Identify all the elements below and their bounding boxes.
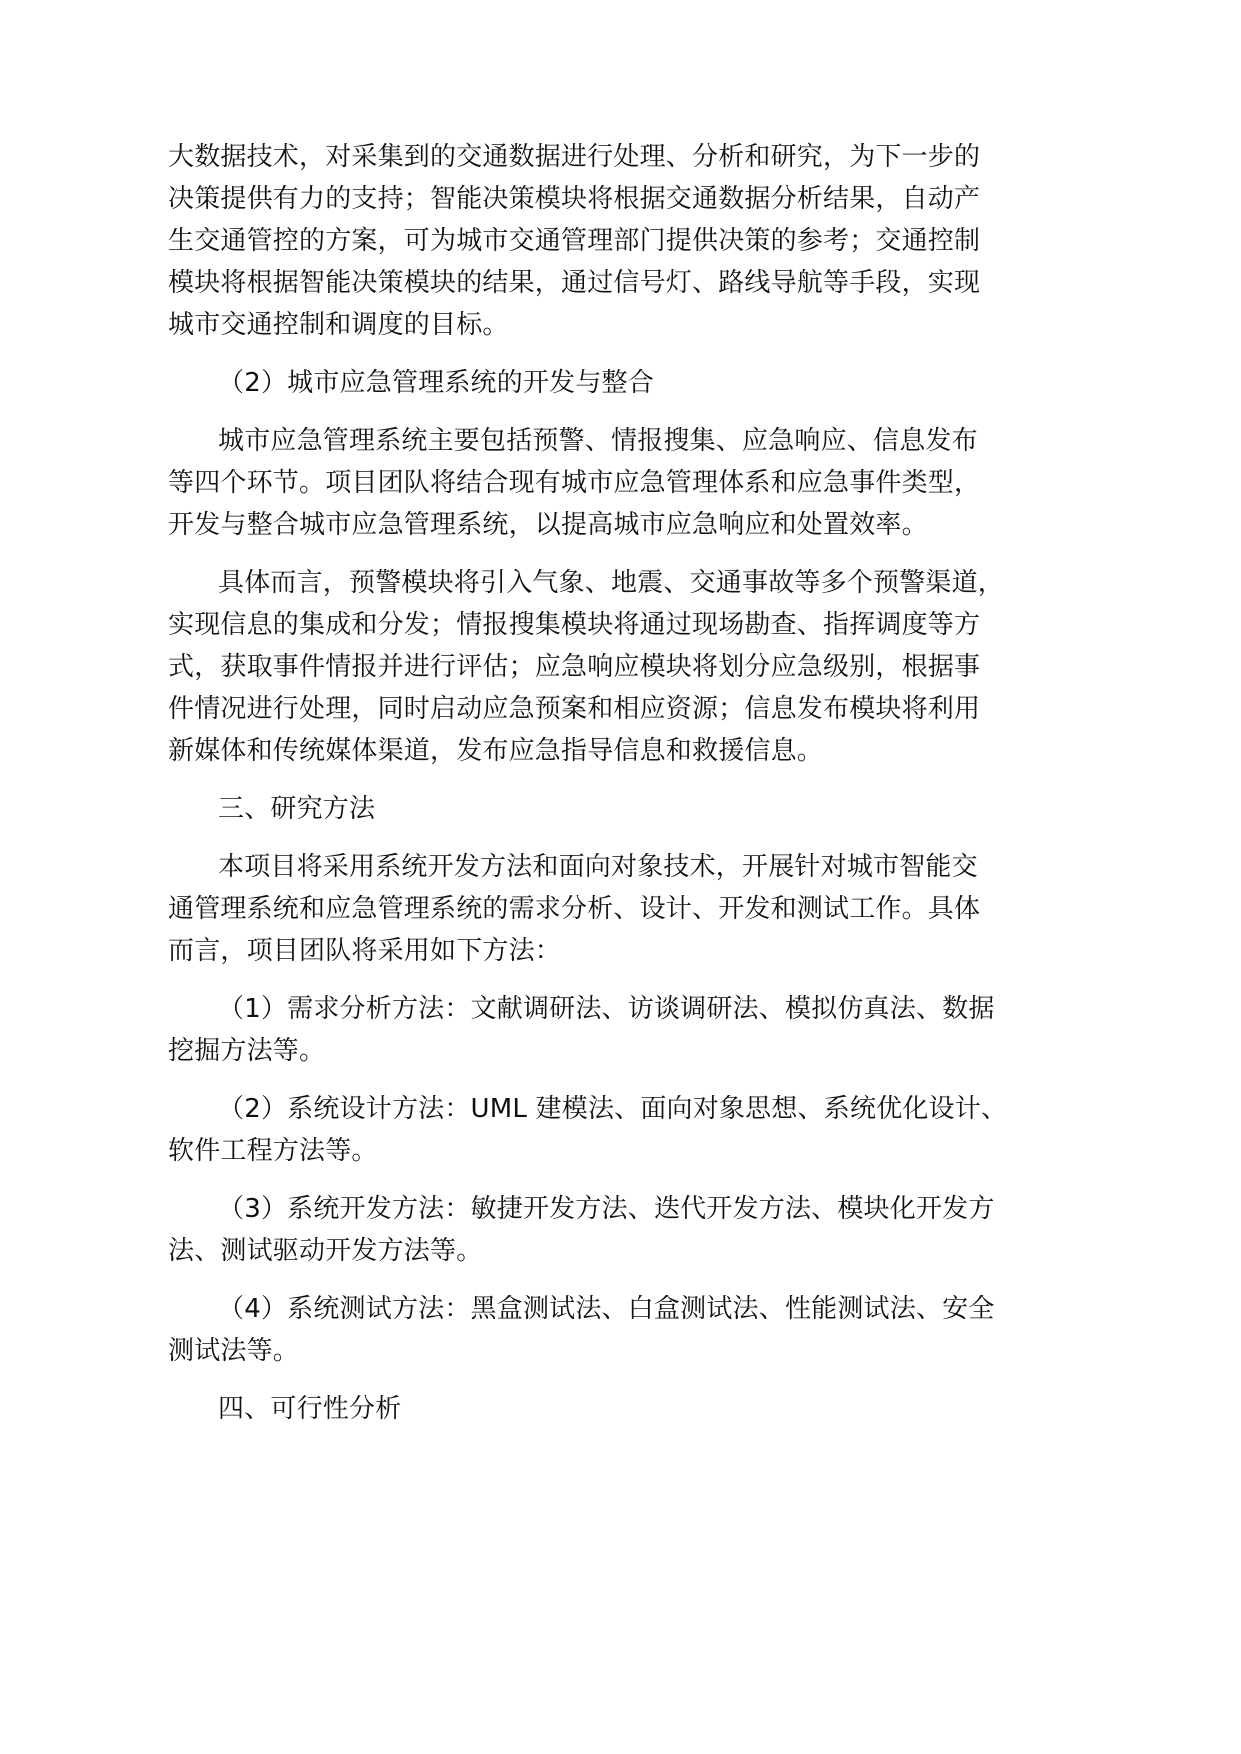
list-item-line: 法、测试驱动开发方法等。 [168,1236,483,1266]
body-text-line: 城市交通控制和调度的目标。 [168,310,509,340]
body-text-line: 具体而言，预警模块将引入气象、地震、交通事故等多个预警渠道， [218,568,1005,598]
list-item-line: 挖掘方法等。 [168,1036,326,1066]
list-item-line: （3）系统开发方法：敏捷开发方法、迭代开发方法、模块化开发方 [218,1194,995,1224]
body-text-line: 通管理系统和应急管理系统的需求分析、设计、开发和测试工作。具体 [168,894,981,924]
body-text-line: 件情况进行处理，同时启动应急预案和相应资源；信息发布模块将利用 [168,694,981,724]
body-text-line: 决策提供有力的支持；智能决策模块将根据交通数据分析结果，自动产 [168,184,981,214]
body-text-line: 开发与整合城市应急管理系统，以提高城市应急响应和处置效率。 [168,510,928,540]
body-text-line: 新媒体和传统媒体渠道，发布应急指导信息和救援信息。 [168,736,824,766]
body-text-line: 模块将根据智能决策模块的结果，通过信号灯、路线导航等手段，实现 [168,268,981,298]
body-text-line: 城市应急管理系统主要包括预警、情报搜集、应急响应、信息发布 [218,426,978,456]
body-text-line: 式，获取事件情报并进行评估；应急响应模块将划分应急级别，根据事 [168,652,981,682]
body-text-line: 生交通管控的方案，可为城市交通管理部门提供决策的参考；交通控制 [168,226,981,256]
body-text-line: 等四个环节。项目团队将结合现有城市应急管理体系和应急事件类型， [168,468,981,498]
list-item-line: （4）系统测试方法：黑盒测试法、白盒测试法、性能测试法、安全 [218,1294,995,1324]
section-subheading: （2）城市应急管理系统的开发与整合 [218,368,654,398]
section-heading: 三、研究方法 [218,794,376,824]
body-text-line: 实现信息的集成和分发；情报搜集模块将通过现场勘查、指挥调度等方 [168,610,981,640]
body-text-line: 而言，项目团队将采用如下方法： [168,936,562,966]
body-text-line: 本项目将采用系统开发方法和面向对象技术，开展针对城市智能交 [218,852,978,882]
list-item-line: （2）系统设计方法：UML 建模法、面向对象思想、系统优化设计、 [218,1094,1008,1124]
list-item-line: （1）需求分析方法：文献调研法、访谈调研法、模拟仿真法、数据 [218,994,995,1024]
section-heading: 四、可行性分析 [218,1394,402,1424]
list-item-line: 软件工程方法等。 [168,1136,378,1166]
list-item-line: 测试法等。 [168,1336,300,1366]
body-text-line: 大数据技术，对采集到的交通数据进行处理、分析和研究，为下一步的 [168,142,981,172]
